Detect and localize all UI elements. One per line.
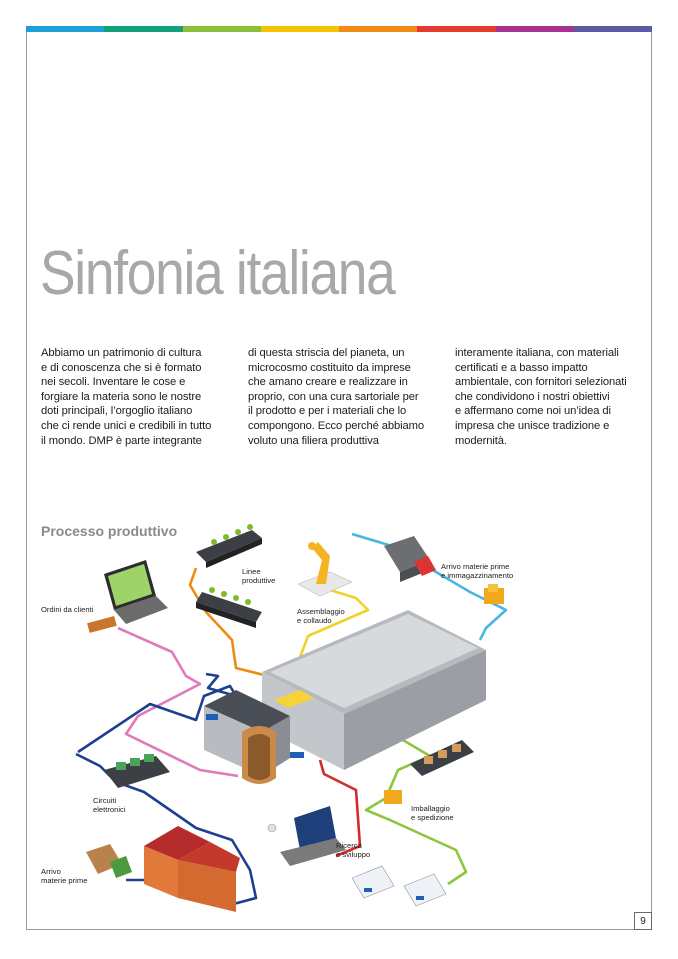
label-linee-line2: produttive bbox=[242, 576, 276, 585]
label-ricerca-line1: Ricerca bbox=[336, 841, 362, 850]
label-linee-line1: Linee bbox=[242, 567, 261, 576]
body-text-column-2: di questa striscia del pianeta, un microcosmo costituito da imprese che amano creare e realizzare in proprio, con una cura sartoriale per il prodotto e per i materiali che lo compongono. Ecco perché abbiamo voluto una filiera produttiva bbox=[248, 347, 425, 447]
label-arrivo-immagazzinamento-line2: e immagazzinamento bbox=[441, 571, 514, 580]
truck-raw-materials-icon bbox=[86, 844, 132, 878]
label-assemblaggio-line2: e collaudo bbox=[297, 616, 332, 625]
label-ordini-da-clienti: Ordini da clienti bbox=[41, 605, 94, 614]
laptop-orders-icon bbox=[87, 560, 168, 633]
delivery-van-2 bbox=[404, 874, 446, 906]
label-imballaggio-line2: e spedizione bbox=[411, 813, 454, 822]
diagram-title: Processo produttivo bbox=[41, 523, 178, 539]
body-text-column-1: Abbiamo un patrimonio di cultura e di conoscenza che si è formato nei secoli. Inventare le cose e forgiare la materia sono le nostre doti principali, l’orgoglio italiano che ci rende unici e credibili in tutto il mondo. DMP è parte integrante bbox=[41, 347, 212, 447]
label-arrivo-materie-line1: Arrivo bbox=[41, 867, 61, 876]
label-arrivo-immagazzinamento-line1: Arrivo materie prime bbox=[441, 562, 510, 571]
label-ricerca-line2: e sviluppo bbox=[336, 850, 371, 859]
production-line-conveyor-1 bbox=[196, 524, 262, 568]
label-circuiti-line2: elettronici bbox=[93, 805, 126, 814]
label-arrivo-materie-line2: materie prime bbox=[41, 876, 88, 885]
delivery-van-1 bbox=[352, 866, 394, 898]
truck-delivery-icon bbox=[384, 536, 436, 582]
forklift-icon bbox=[484, 584, 504, 604]
electronic-circuits-conveyor bbox=[104, 754, 170, 788]
label-imballaggio-line1: Imballaggio bbox=[411, 804, 450, 813]
research-laptop-icon bbox=[268, 806, 346, 866]
production-line-conveyor-2 bbox=[196, 587, 262, 628]
label-assemblaggio-line1: Assemblaggio bbox=[297, 607, 345, 616]
body-text-column-3: interamente italiana, con materiali certificati e a basso impatto ambientale, con fornitori selezionati che condividono i nostri obiettivi e affermano come noi un’idea di impresa che unisce tradizione e modernità. bbox=[455, 347, 627, 447]
robot-arm-icon bbox=[298, 542, 352, 596]
page-title: Sinfonia italiana bbox=[40, 239, 395, 308]
label-circuiti-line1: Circuiti bbox=[93, 796, 117, 805]
page-number: 9 bbox=[634, 912, 652, 930]
